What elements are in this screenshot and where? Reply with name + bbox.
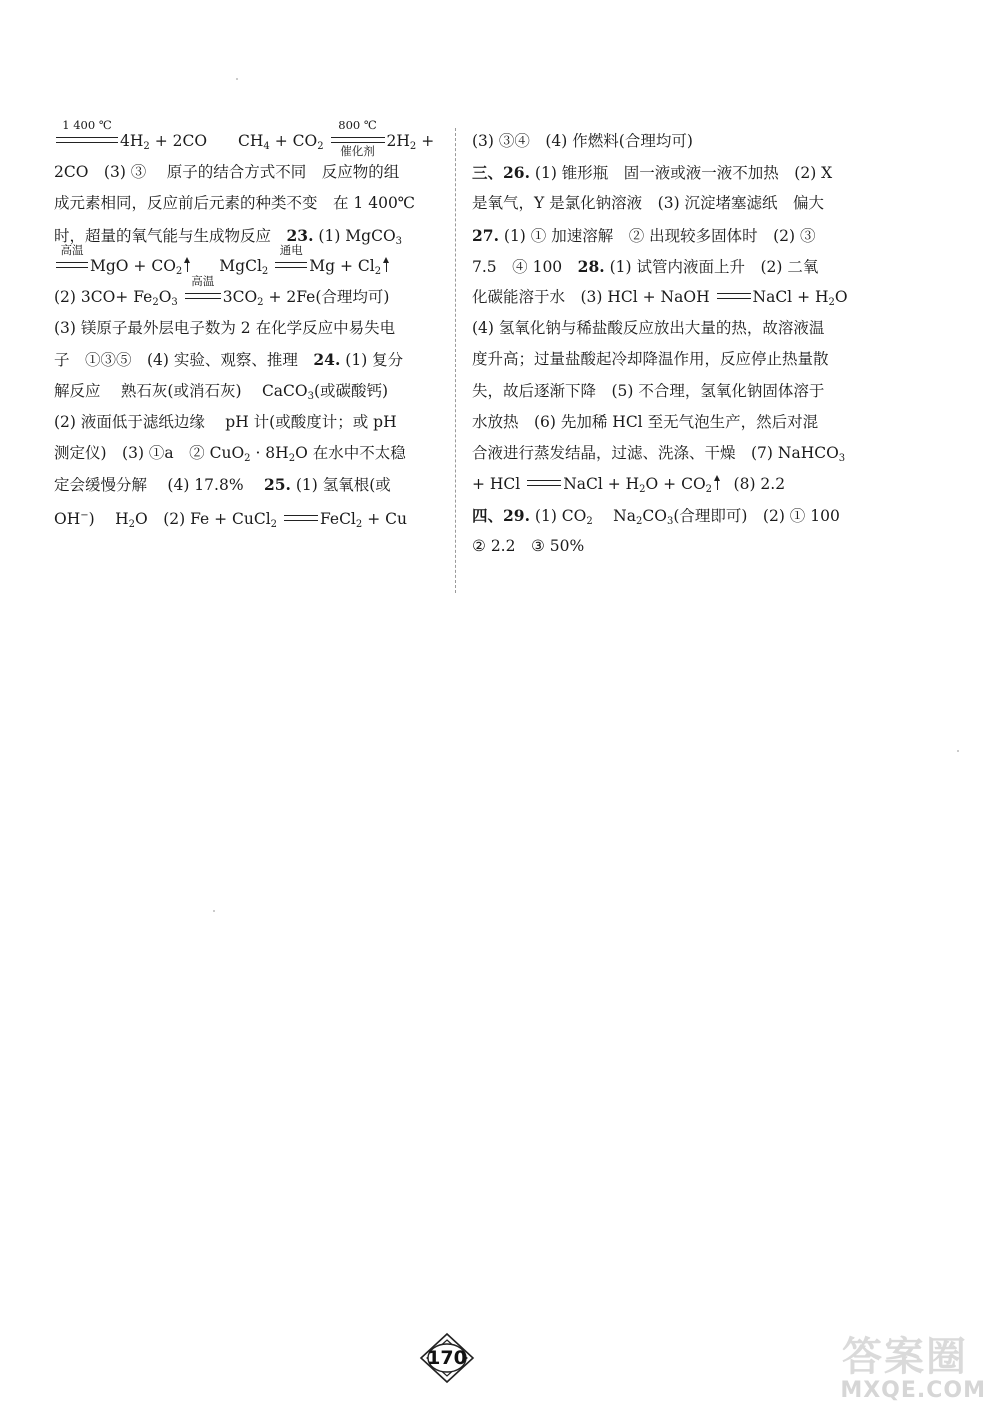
scan-speck <box>213 910 215 912</box>
answer-line: 成元素相同，反应前后元素的种类不变 在 1 400℃ <box>54 194 416 213</box>
reaction-condition: 通电 <box>275 259 307 275</box>
question-number: 24. <box>313 350 341 370</box>
answer-line: (3) 镁原子最外层电子数为 2 在化学反应中易失电 <box>54 319 396 338</box>
answer-line: 化碳能溶于水 (3) HCl + NaOH NaCl + $H_2O$ <box>472 287 848 308</box>
answer-line: 是氧气，Y 是氯化钠溶液 (3) 沉淀堵塞滤纸 偏大 <box>472 194 825 213</box>
answer-line: (2) $3CO+ Fe_2O_3$ 高温 $3CO_2 + 2Fe$(合理均可) <box>54 273 390 308</box>
answer-line: 四、29. (1) $CO_2$ $Na_2CO_3$(合理即可) (2) ① 100 <box>472 506 840 528</box>
answer-column-left <box>54 118 440 531</box>
equals-sign <box>284 515 318 521</box>
answer-line: 高温 MgO + $CO_2$ MgCl$_2$ 通电 $Mg + Cl_2$ <box>54 251 440 282</box>
question-number: 25. <box>263 475 291 495</box>
answer-line: 1 400 ℃ $4H_2 + 2CO$ $CH_4 + CO_2$ 800 ℃ 催化剂 $2H_2$ + <box>54 126 440 157</box>
watermark-logo <box>775 1325 990 1403</box>
answer-line: + HCl NaCl + $H_2O + CO_2$ (8) 2.2 <box>472 475 786 496</box>
reaction-condition: 高温 <box>185 290 221 306</box>
question-number: 26. <box>503 163 530 183</box>
gas-arrow-icon <box>187 260 188 272</box>
question-number: 23. <box>286 225 314 245</box>
gas-arrow-icon <box>386 260 387 272</box>
answer-line: 定会缓慢分解 (4) 17.8% 25. (1) 氢氧根(或 <box>54 475 391 495</box>
answer-line: 子 ①③⑤ (4) 实验、观察、推理 24. (1) 复分 <box>54 350 404 370</box>
scan-speck <box>236 78 238 80</box>
answer-line: 失，故后逐渐下降 (5) 不合理，氢氧化钠固体溶于 <box>472 381 825 400</box>
answer-column-right <box>472 126 856 563</box>
question-number: 27. <box>472 225 499 245</box>
scan-speck <box>957 750 959 752</box>
page-number: 170 <box>427 1347 467 1369</box>
watermark-url: MXQE.COM <box>840 1378 986 1403</box>
page-number-badge <box>419 1332 475 1384</box>
answer-line: 度升高；过量盐酸起冷却降温作用，反应停止热量散 <box>472 350 829 369</box>
question-number: 29. <box>503 506 530 526</box>
answer-line: 水放热 (6) 先加稀 HCl 至无气泡生产，然后对混 <box>472 412 819 431</box>
answer-line: (4) 氢氧化钠与稀盐酸反应放出大量的热，故溶液温 <box>472 319 825 338</box>
reaction-condition: 高温 <box>56 259 88 275</box>
gas-arrow-icon <box>717 478 718 490</box>
answer-line: ② 2.2 ③ 50% <box>472 537 585 556</box>
answer-line: (3) ③④ (4) 作燃料(合理均可) <box>472 132 693 150</box>
answer-line: 三、26. (1) 锥形瓶 固一液或液一液不加热 (2) X <box>472 163 833 183</box>
watermark-title: 答案圈 <box>842 1334 968 1380</box>
equals-sign <box>527 480 561 486</box>
answer-line: 7.5 ④ 100 28. (1) 试管内液面上升 (2) 二氧 <box>472 256 819 276</box>
answer-line: 合液进行蒸发结晶，过滤、洗涤、干燥 (7) NaHCO$_3$ <box>472 443 846 464</box>
answer-line: 解反应 熟石灰(或消石灰) CaCO$_3$(或碳酸钙) <box>54 381 389 402</box>
reaction-condition: 1 400 ℃ <box>56 134 118 150</box>
equals-sign <box>717 293 751 299</box>
answer-line: 时，超量的氧气能与生成物反应 23. (1) MgCO$_3$ <box>54 225 403 247</box>
column-divider <box>455 128 456 593</box>
answer-line: 测定仪) (3) ①a ② $CuO_2 \cdot 8H_2O$ 在水中不太稳 <box>54 443 406 464</box>
answer-line: (2) 液面低于滤纸边缘 pH 计(或酸度计；或 pH <box>54 412 397 431</box>
question-number: 28. <box>577 256 605 276</box>
reaction-condition: 800 ℃ 催化剂 <box>331 134 385 150</box>
answer-line: 27. (1) ① 加速溶解 ② 出现较多固体时 (2) ③ <box>472 225 816 245</box>
answer-line: 2CO (3) ③ 原子的结合方式不同 反应物的组 <box>54 163 400 182</box>
answer-line: OH−) $H_2O$ (2) Fe + CuCl$_2$ FeCl$_2$ + Cu <box>54 510 407 531</box>
